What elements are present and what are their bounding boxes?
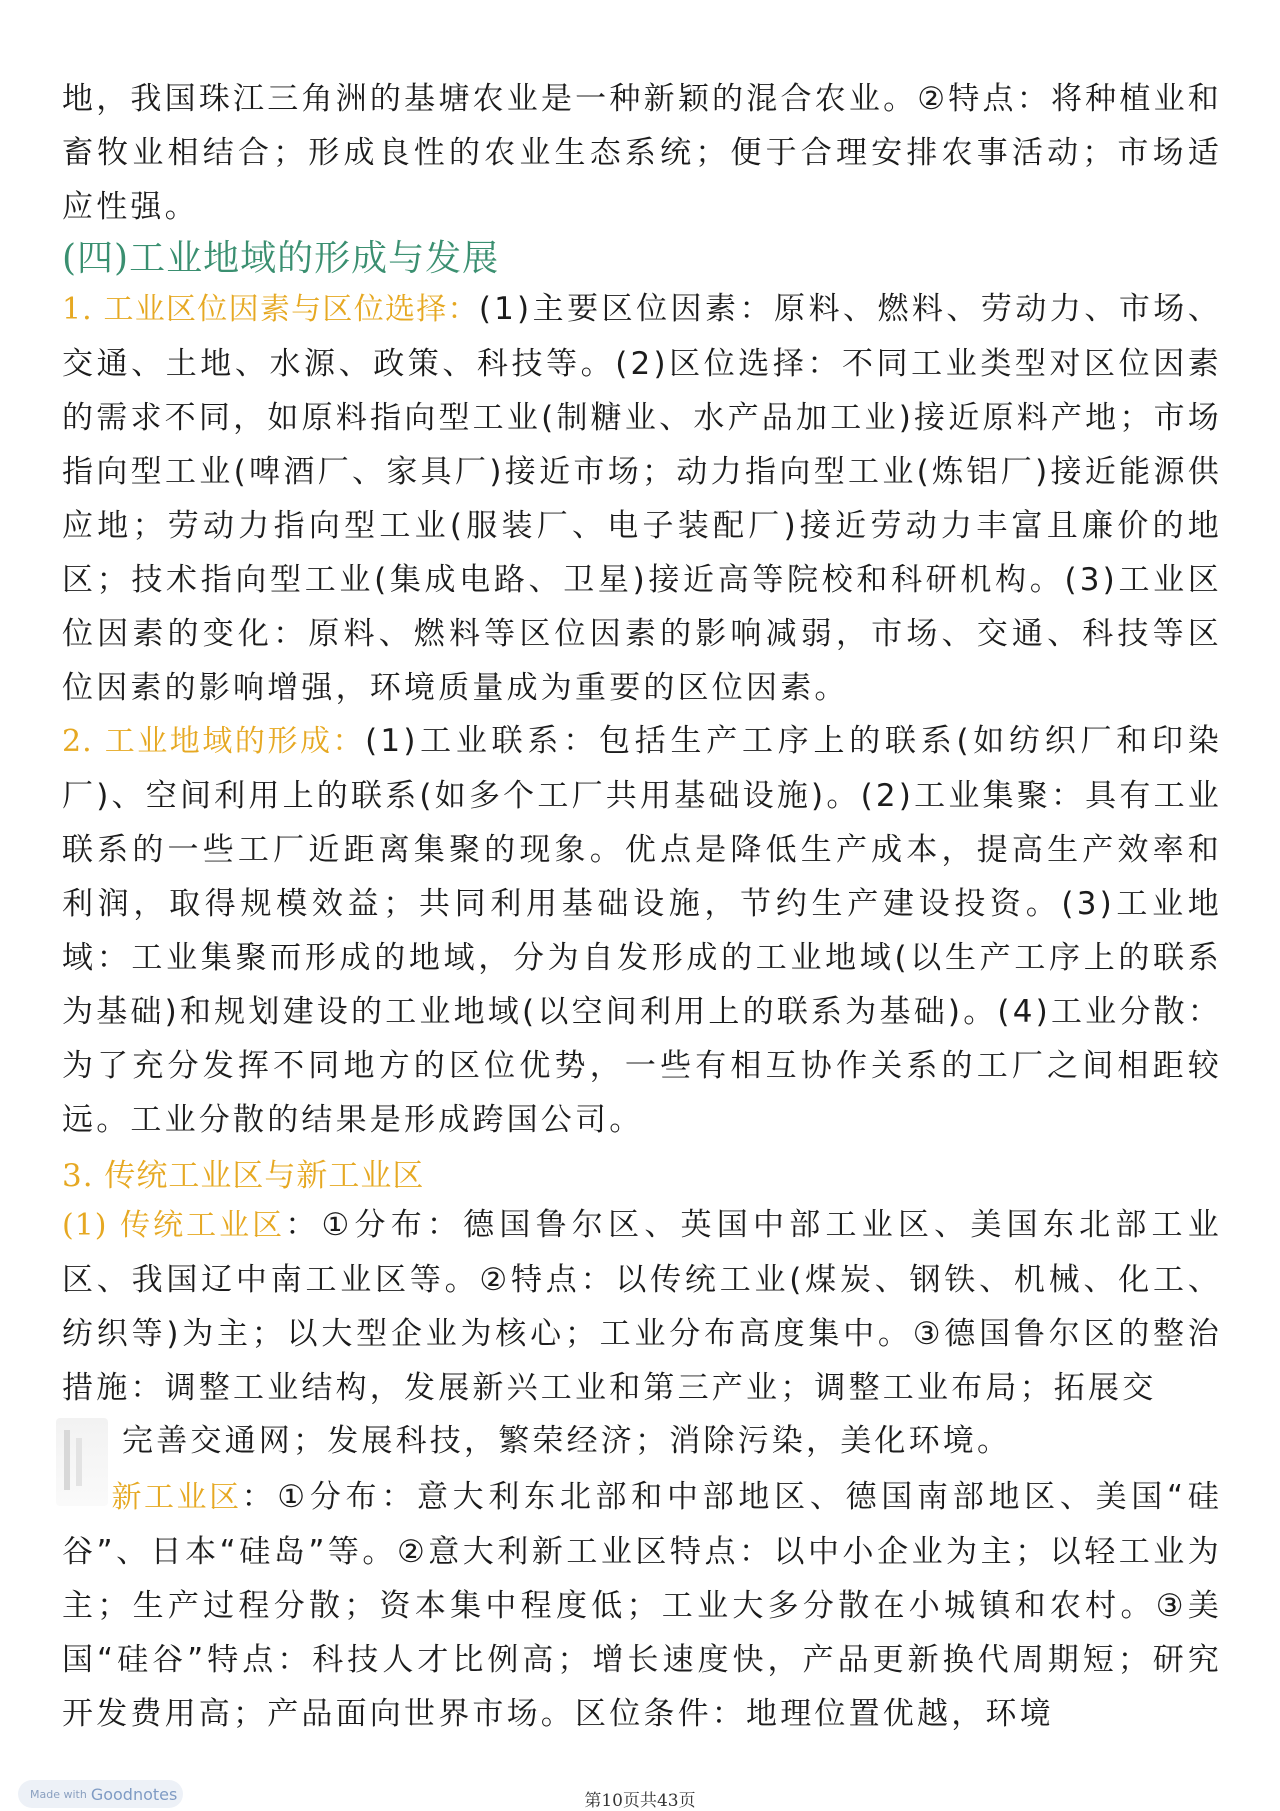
item3-sub1-body: ：①分布：德国鲁尔区、英国中部工业区、美国东北部工业区、我国辽中南工业区等。②特点：以传统工业(煤炭、钢铁、机械、化工、纺织等)为主；以大型企业为核心；工业分布高度集中。③德国鲁尔区的整治措施：调整工业结构，发展新兴工业和第三产业；调整工业布局；拓展交	[62, 1207, 1222, 1406]
item3-sub1-heading: (1) 传统工业区	[62, 1208, 286, 1243]
item3-heading: 3. 传统工业区与新工业区	[62, 1158, 425, 1194]
intro-paragraph: 地，我国珠江三角洲的基塘农业是一种新颖的混合农业。②特点：将种植业和畜牧业相结合；形成良性的农业生态系统；便于合理安排农事活动；市场适应性强。	[62, 81, 1222, 225]
item3-sub1-tail: 完善交通网；发展科技，繁荣经济；消除污染，美化环境。	[122, 1423, 1012, 1459]
item1-heading: 1. 工业区位因素与区位选择：	[62, 292, 479, 327]
item3-sub2-paragraph	[62, 1470, 1222, 1741]
page-number: 第10页共43页	[584, 1791, 696, 1811]
item3-sub1-paragraph	[62, 1198, 1222, 1415]
item2-body: (1)工业联系：包括生产工序上的联系(如纺织厂和印染厂)、空间利用上的联系(如多个工厂共用基础设施)。(2)工业集聚：具有工业联系的一些工厂近距离集聚的现象。优点是降低生产成本，提高生产效率和利润，取得规模效益；共同利用基础设施，节约生产建设投资。(3)工业地域：工业集聚而形成的地域，分为自发形成的工业地域(以生产工序上的联系为基础)和规划建设的工业地域(以空间利用上的联系为基础)。(4)工业分散：为了充分发挥不同地方的区位优势，一些有相互协作关系的工厂之间相距较远。工业分散的结果是形成跨国公司。	[62, 723, 1222, 1138]
item3-sub2-heading: 新工业区	[110, 1480, 242, 1515]
item1-paragraph	[62, 282, 1222, 715]
item1-body: (1)主要区位因素：原料、燃料、劳动力、市场、交通、土地、水源、政策、科技等。(2)区位选择：不同工业类型对区位因素的需求不同，如原料指向型工业(制糖业、水产品加工业)接近原料产地；市场指向型工业(啤酒厂、家具厂)接近市场；动力指向型工业(炼铝厂)接近能源供应地；劳动力指向型工业(服装厂、电子装配厂)接近劳动力丰富且廉价的地区；技术指向型工业(集成电路、卫星)接近高等院校和科研机构。(3)工业区位因素的变化：原料、燃料等区位因素的影响减弱，市场、交通、科技等区位因素的影响增强，环境质量成为重要的区位因素。	[62, 291, 1222, 706]
section-title: (四)工业地域的形成与发展	[62, 238, 500, 279]
goodnotes-brand: Goodnotes	[90, 1784, 178, 1804]
item2-heading: 2. 工业地域的形成：	[62, 724, 366, 759]
item3-sub2-body: ：①分布：意大利东北部和中部地区、德国南部地区、美国“硅谷”、日本“硅岛”等。②意大利新工业区特点：以中小企业为主；以轻工业为主；生产过程分散；资本集中程度低；工业大多分散在小城镇和农村。③美国“硅谷”特点：科技人才比例高；增长速度快，产品更新换代周期短；研究开发费用高；产品面向世界市场。区位条件：地理位置优越，环境	[62, 1479, 1223, 1732]
item2-paragraph	[62, 714, 1222, 1147]
made-with-label: Made with	[30, 1787, 87, 1801]
